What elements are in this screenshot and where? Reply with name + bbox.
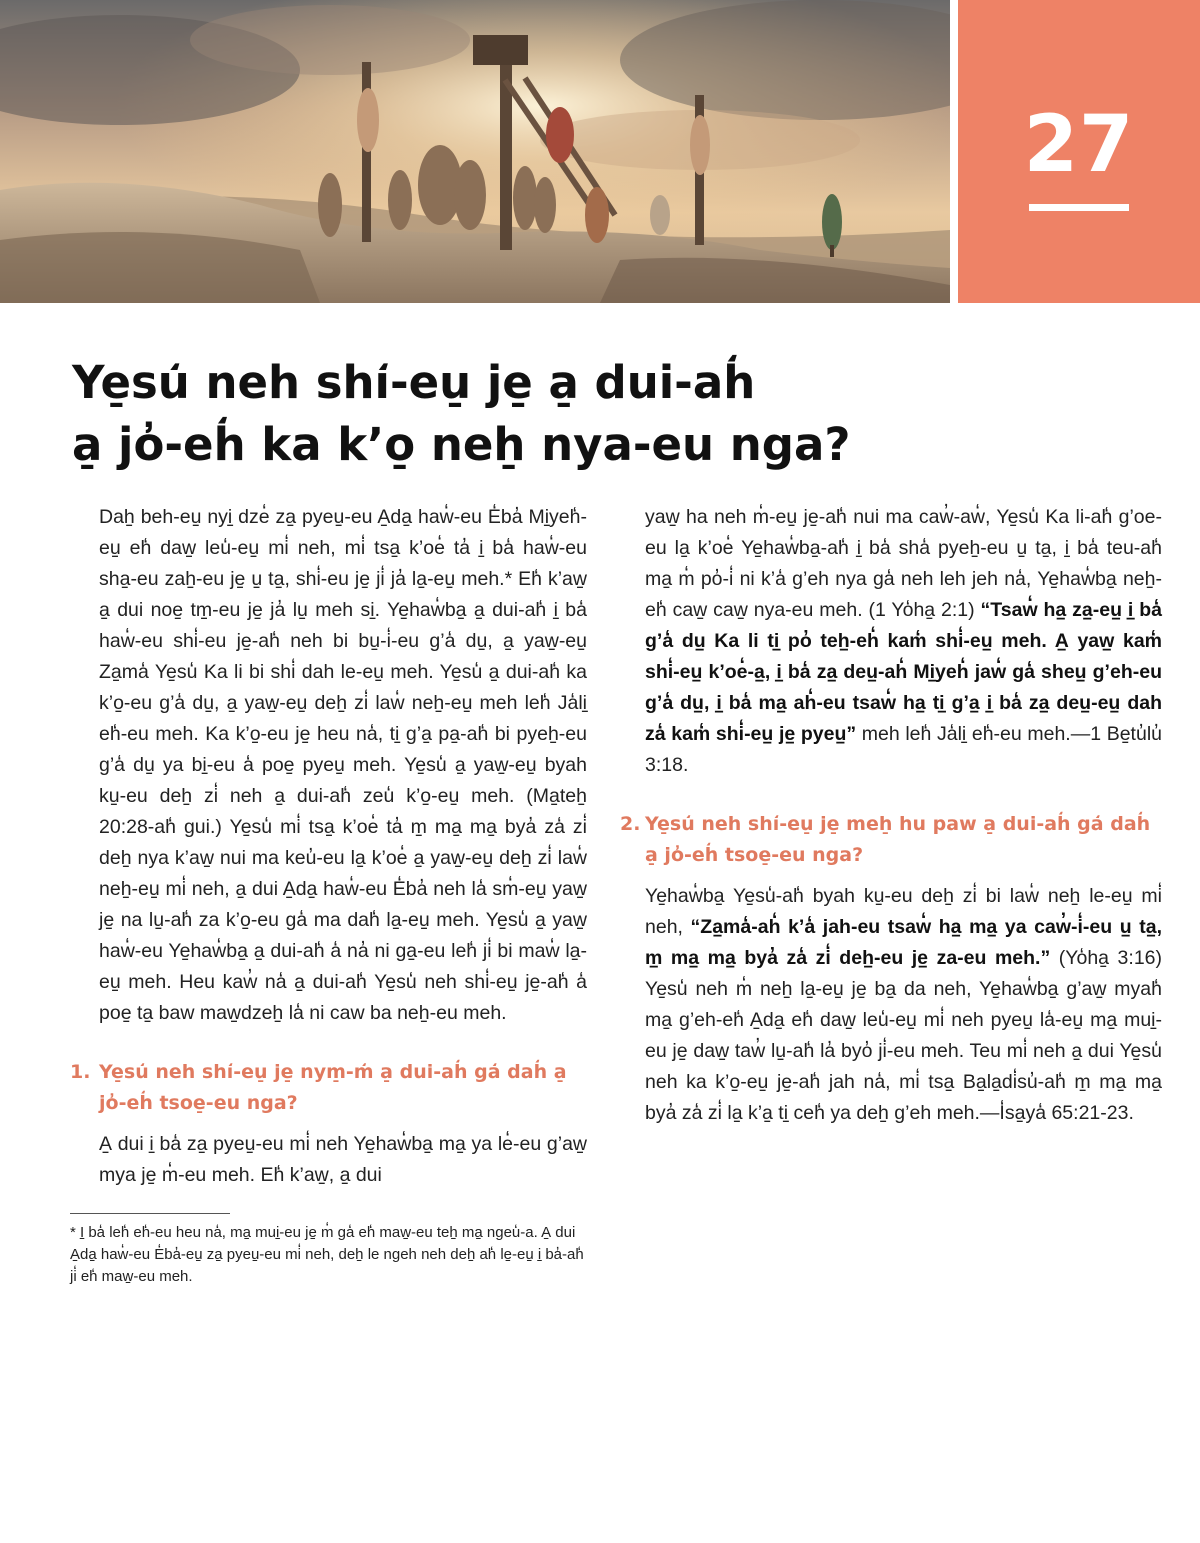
paragraph-2-continued: (Yo̒ha̠ 3:16) Ye̠su̒ neh m̒ neh̠ la̠-eu̠ je̠ ba̠ da neh, Ye̠haw̒ba̠ g’aw̠ myah̒ ma̠ g’eh-eh̒ A̠da̠ eh̒ daw̠ leu̒-eu̠ mi̒ neh pyeu̠ la̒-eu̠ ma̠ mui̠-eu je̠ daw̠ taw̓ lu̠-ah̒ la̓ byo̓ ji̒-eu meh. Teu mi̒ neh a̠ dui Ye̠su̒ neh ka k’o̠-eu̠ je̠-ah̒ jah na̒, mi̒ tsa̠ Ba̠la̠di̒su̓-ah̒ m̠ ma̠ ma̠ bya̓ za̒ zi̒ la̠ k’a̠ ti̠ ceh̒ ya deh̠ g’eh meh.—I̒sa̠ya̒ 65:21-23.: [645, 947, 1162, 1124]
question-1-number: 1.: [70, 1061, 91, 1083]
paragraph-2: [620, 881, 1162, 1129]
footnote: * I̠ ba̒ leh̒ eh̒-eu heu na̒, ma̠ mui̠-eu je̠ m̒ ga̒ eh̒ maw̠-eu teh̠ ma̠ ngeu̒-a. A̠ dui A̠da̠ haw̒-eu E̒ba̓-eu̠ za̠ pyeu̠-eu mi̒ neh, deh̠ le ngeh neh deh̠ ah̒ le̠-eu̠ i̠ ba̓-ah̒ ji̒ eh̒ maw̠-eu meh.: [70, 1224, 584, 1285]
question-2-number: 2.: [620, 813, 641, 835]
paragraph-1-start: A̠ dui i̠ ba̒ za̠ pyeu̠-eu mi̒ neh Ye̠haw̒ba̠ ma̠ ya le̒-eu g’aw̠ mya je̠ m̒-eu meh. Eh̒ k’aw̠, a̠ dui: [99, 1133, 587, 1186]
paragraph-1-continued: [620, 502, 1162, 781]
chapter-underline: [1029, 204, 1129, 211]
page-title: [72, 352, 1072, 476]
title-line-1: Ye̠su̒ neh shi̒-eu̠ je̠ a̠ dui-ah̒: [72, 356, 756, 409]
crucifixion-scene-image: [0, 0, 950, 303]
question-1: [70, 1057, 587, 1119]
question-2-text: Ye̠su̒ neh shi̒-eu̠ je̠ meh̠ hu paw a̠ dui-ah̒ ga̒ dah̒ a̠ jo̓-eh̒ tsoe̠-eu nga?: [645, 813, 1151, 866]
title-line-2: a̠ jo̓-eh̒ ka k’o̠ neh̠ nya-eu nga?: [72, 418, 851, 471]
paragraph-1-text: yaw̠ ha neh m̒-eu̠ je̠-ah̒ nui ma caw̓-aw̒, Ye̠su̒ Ka li-ah̒ g’oe-eu la̠ k’oe̒ Ye̠haw̒ba̠-ah̒ i̠ ba̒ sha̒ pyeh̠-eu u̠ ta̠, i̠ ba̒ teu-ah̒ ma̠ m̒ po̓-i̒ ni k’a̒ g’eh nya ga̒ neh leh jeh na̒, Ye̠haw̒ba̠ neh̠-eh̒ caw̠ caw̠ nya-eu meh. (1 Yo̒ha̠ 2:1): [645, 506, 1162, 621]
paragraph-2-text: Ye̠haw̒ba̠ Ye̠su̒-ah̒ byah ku̠-eu deh̠ zi̒ bi law̒ neh̠ le-eu̠ mi̒ neh,: [645, 885, 1162, 938]
right-column: [620, 502, 1162, 1129]
chapter-badge: [958, 0, 1200, 303]
paragraph-1-scripture-quote: “Tsaw̒ ha̠ za̠-eu̠ i̠ ba̒ g’a̒ du̠ Ka li ti̠ po̓ teh̠-eh̒ kam̒ shi̒-eu̠ meh. A̠ yaw̠ kam̒ shi̒-eu̠ k’oe̒-a̠, i̠ ba̒ za̠ deu̠-ah̒ Mi̠yeh̒ jaw̒ ga̒ sheu̠ g’eh-eu g’a̒ du̠, i̠ ba̒ ma̠ ah̒-eu tsaw̒ ha̠ ti̠ g’a̠ i̠ ba̒ za̠ deu̠-eu̠ dah za̒ kam̒ shi̒-eu̠ je̠ pyeu̠”: [645, 599, 1162, 745]
question-1-text: Ye̠su̒ neh shi̒-eu̠ je̠ nym̠-m̒ a̠ dui-ah̒ ga̒ dah̒ a̠ jo̓-eh̒ tsoe̠-eu nga?: [99, 1061, 567, 1114]
question-2: [620, 809, 1162, 871]
paragraph-2-scripture-quote: “Za̠ma̒-ah̒ k’a̒ jah-eu tsaw̒ ha̠ ma̠ ya caw̓-i̒-eu u̠ ta̠, m̠ ma̠ ma̠ bya̓ za̒ zi̒ deh̠-eu je̠ za-eu meh.”: [645, 916, 1162, 969]
footnote-divider: [70, 1213, 230, 1214]
left-column: [70, 502, 587, 1288]
intro-paragraph: Dah̠ beh-eu̠ nyi̠ dze̒ za̠ pyeu̠-eu A̠da̠ haw̒-eu E̒ba̓ Mi̠yeh̒-eu̠ eh̒ daw̠ leu̒-eu̠ mi̒ neh, mi̒ tsa̠ k’oe̒ ta̓ i̠ ba̒ haw̒-eu sha̠-eu zah̠-eu je̠ u̠ ta̠, shi̒-eu je̠ ji̒ ja̓ la̠-eu̠ meh.* Eh̒ k’aw̠ a̠ dui noe̠ tm̠-eu je̠ ja̓ lu̠ meh si̠. Ye̠haw̒ba̠ a̠ dui-ah̒ i̠ ba̒ haw̒-eu shi̒-eu je̠-ah̒ neh bi bu̠-i̒-eu g’a̒ du̠, a̠ yaw̠-eu̠ Za̠ma̒ Ye̠su̒ Ka li bi shi̒ dah le-eu̠ meh. Ye̠su̒ a̠ dui-ah̒ ka k’o̠-eu g’a̒ du̠, a̠ yaw̠-eu̠ deh̠ zi̒ law̒ neh̠-eu̠ meh leh̒ Ja̒li̠ eh̒-eu meh. Ka k’o̠-eu je̠ heu na̒, ti̠ g’a̠ pa̠-ah̒ bi pyeh̠-eu g’a̒ du̠ ya bi̠-eu a̒ poe̠ pyeu̠ meh. Ye̠su̒ a̠ yaw̠-eu̠ byah ku̠-eu deh̠ zi̒ neh a̠ dui-ah̒ zeu̒ k’o̠-eu̠ meh. (Ma̠teh̠ 20:28-ah̒ gui.) Ye̠su̒ mi̒ tsa̠ k’oe̒ ta̓ m̠ ma̠ ma̠ bya̓ za̒ zi̒ deh̠ nya k’aw̠ nui ma keu̓-eu la̠ k’oe̒ a̠ yaw̠-eu̠ deh̠ zi̒ law̒ neh̠-eu̠ mi̒ neh, a̠ dui A̠da̠ haw̒-eu E̒ba̓ neh la̒ sm̒-eu̠ yaw̠ je̠ na lu̠-ah̒ za k’o̠-eu ga̒ ma dah̒ la̠-eu̠ meh. Ye̠su̒ a̠ yaw̠ haw̒-eu Ye̠haw̒ba̠ a̠ dui-ah̒ a̒ na̓ ni ga̠-eu leh̒ ji̒ bi maw̒ la̠-eu̠ meh. Heu kaw̓ na̒ a̠ dui-ah̒ Ye̠su̒ neh shi̒-eu̠ je̠-ah̒ a̒ poe̠ ta̠ baw maw̠dzeh̠ la̒ ni caw ba neh̠-eu meh.: [99, 506, 587, 1024]
chapter-number: 27: [1023, 100, 1135, 190]
paragraph-1-citation: meh leh̒ Ja̒li̠ eh̒-eu meh.—1 Be̠tu̓lu̓ 3:18.: [645, 723, 1162, 776]
hero-image: [0, 0, 950, 303]
